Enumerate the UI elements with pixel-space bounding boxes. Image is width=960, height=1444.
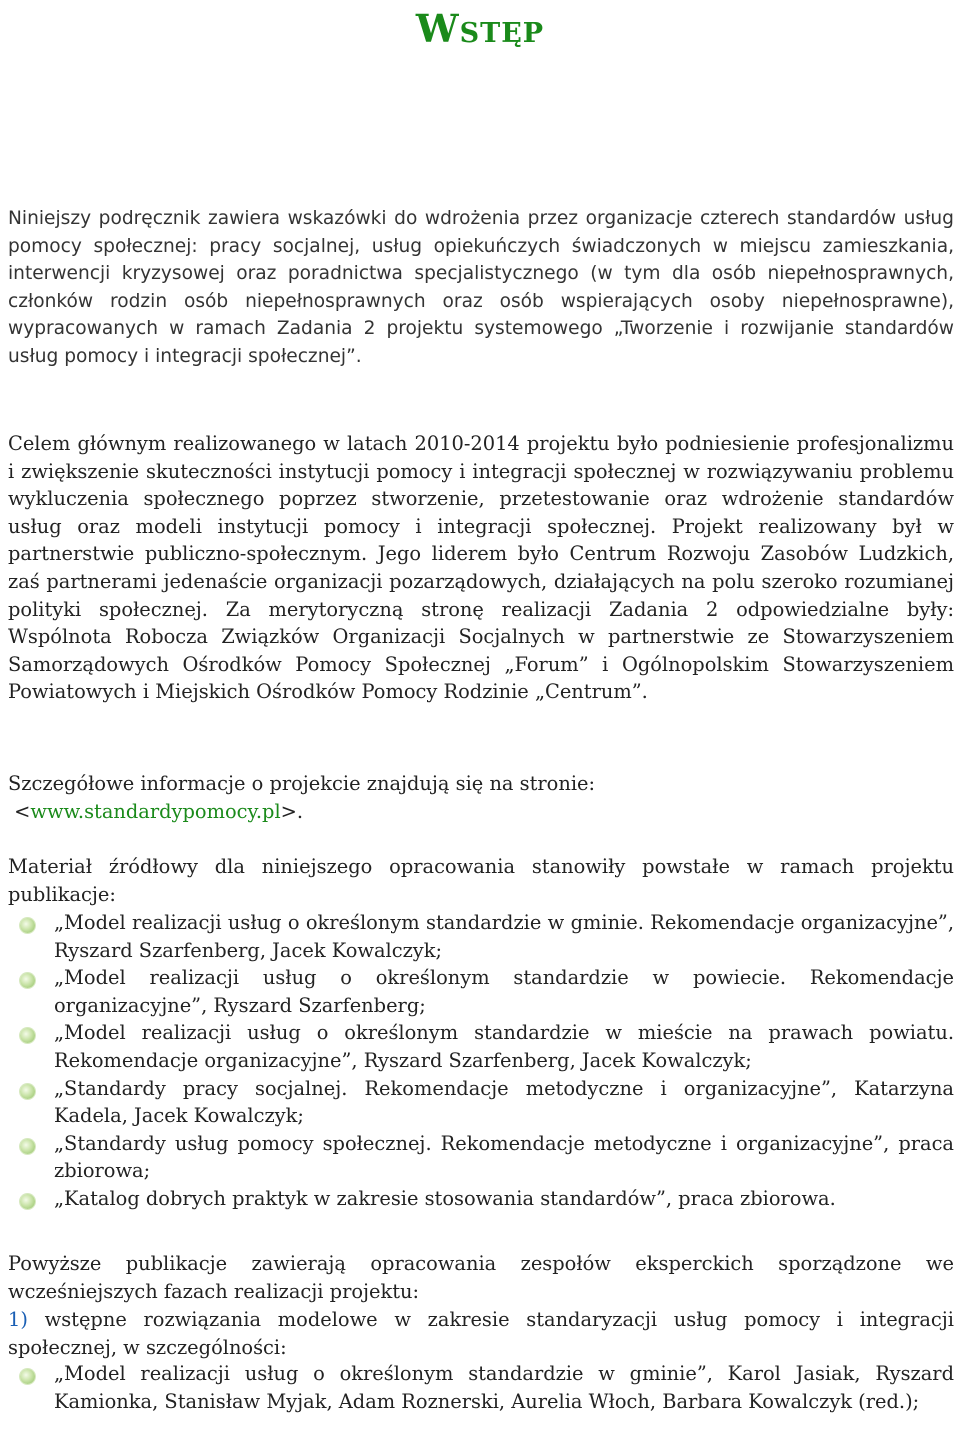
expert-paragraph: Powyższe publikacje zawierają opracowania zespołów eksperckich sporządzone we wcześniejszych fazach realizacji projektu:	[8, 1252, 954, 1303]
list-item	[8, 1185, 954, 1213]
publication-text: „Standardy pracy socjalnej. Rekomendacje metodyczne i organizacyjne”, Katarzyna Kadela, Jacek Kowalczyk;	[54, 1076, 954, 1128]
bullet-icon	[20, 1194, 35, 1209]
list-item	[8, 1019, 954, 1074]
intro-paragraph: Niniejszy podręcznik zawiera wskazówki do wdrożenia przez organizacje czterech standardów usług pomocy społecznej: pracy socjalnej, usług opiekuńczych świadczonych w miejscu zamieszkania, interwencji kryzysowej oraz poradnictwa specjalistycznego (w tym dla osób niepełnosprawnych, członków rodzin osób niepełnosprawnych oraz osób wspierających osoby niepełnosprawne), wypracowanych w ramach Zadania 2 projektu systemowego „Tworzenie i rozwijanie standardów usług pomocy i integracji społecznej”.	[8, 208, 954, 367]
publication-text: „Katalog dobrych praktyk w zakresie stosowania standardów”, praca zbiorowa.	[54, 1186, 836, 1210]
list-item	[8, 1360, 954, 1415]
info-close-bracket: >.	[280, 799, 304, 823]
page-title: Wstęp	[415, 6, 545, 51]
bullet-icon	[20, 1028, 35, 1043]
list-item	[8, 964, 954, 1019]
publication-text: „Model realizacji usług o określonym standardzie w gminie. Rekomendacje organizacyjne”, Ryszard Szarfenberg, Jacek Kowalczyk;	[54, 911, 954, 962]
publication-text: „Standardy usług pomocy społecznej. Rekomendacje metodyczne i organizacyjne”, praca zbiorowa;	[54, 1131, 954, 1183]
list-item	[8, 1075, 954, 1130]
project-website-link[interactable]: www.standardypomocy.pl	[30, 799, 281, 823]
models-list	[8, 1360, 954, 1415]
publication-text: „Model realizacji usług o określonym standardzie w powiecie. Rekomendacje organizacyjne”, Ryszard Szarfenberg;	[54, 966, 954, 1017]
list-item	[8, 909, 954, 964]
bullet-icon	[20, 973, 35, 988]
bullet-icon	[20, 1139, 35, 1154]
goal-paragraph: Celem głównym realizowanego w latach 2010-2014 projektu było podniesienie profesjonalizmu i zwiększenie skuteczności instytucji pomocy i integracji społecznej w rozwiązywaniu problemu wykluczenia społecznego poprzez stworzenie, przetestowanie oraz wdrożenie standardów usług oraz modeli instytucji pomocy i integracji społecznej. Projekt realizowany był w partnerstwie publiczno-społecznym. Jego liderem było Centrum Rozwoju Zasobów Ludzkich, zaś partnerami jedenaście organizacji pozarządowych, działających na polu szeroko rozumianej polityki społecznej. Za merytoryczną stronę realizacji Zadania 2 odpowiedzialne były: Wspólnota Robocza Związków Organizacji Socjalnych w partnerstwie ze Stowarzyszeniem Samorządowych Ośrodków Pomocy Społecznej „Forum” i Ogólnopolskim Stowarzyszeniem Powiatowych i Miejskich Ośrodków Pomocy Rodzinie „Centrum”.	[8, 432, 954, 704]
sources-paragraph: Materiał źródłowy dla niniejszego opracowania stanowiły powstałe w ramach projektu publikacje:	[8, 855, 954, 906]
info-paragraph	[8, 770, 954, 825]
info-prefix: Szczegółowe informacje o projekcie znajdują się na stronie:	[8, 772, 596, 795]
item-number: 1)	[8, 1308, 28, 1331]
publication-text: „Model realizacji usług o określonym standardzie w mieście na prawach powiatu. Rekomendacje organizacyjne”, Ryszard Szarfenberg, Jacek Kowalczyk;	[54, 1021, 954, 1072]
bullet-icon	[20, 918, 35, 933]
list-item	[8, 1130, 954, 1185]
numbered-item-1	[8, 1306, 954, 1361]
bullet-icon	[20, 1369, 35, 1384]
publications-list	[8, 909, 954, 1213]
bullet-icon	[20, 1084, 35, 1099]
info-open-bracket: <	[14, 799, 31, 823]
item-text: wstępne rozwiązania modelowe w zakresie standaryzacji usług pomocy i integracji społecznej, w szczególności:	[8, 1308, 954, 1359]
model-text: „Model realizacji usług o określonym standardzie w gminie”, Karol Jasiak, Ryszard Kamionka, Stanisław Myjak, Adam Roznerski, Aurelia Włoch, Barbara Kowalczyk (red.);	[54, 1362, 954, 1413]
